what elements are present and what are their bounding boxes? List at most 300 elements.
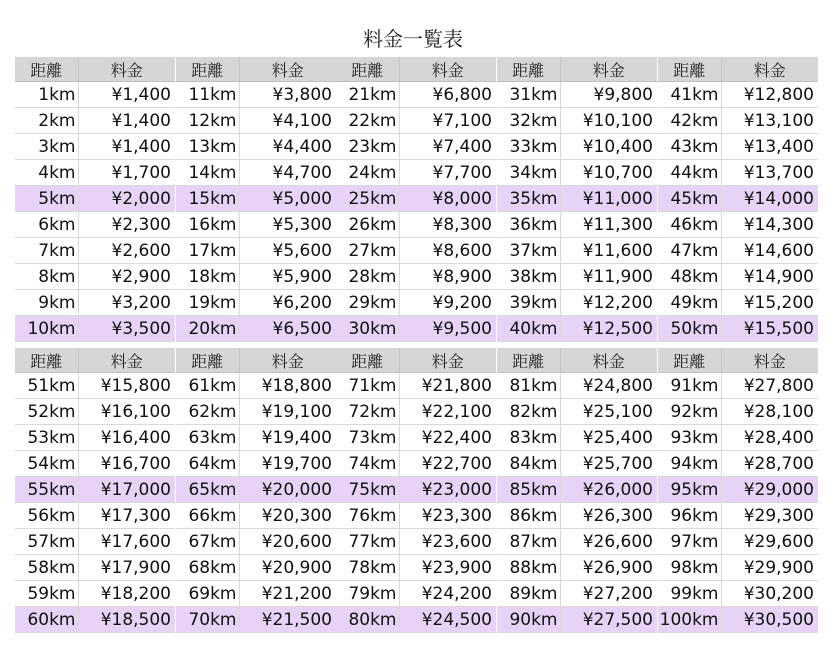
table-row-highlighted [497,477,657,503]
distance-cell: 43km [658,134,721,160]
fare-block [336,57,496,342]
table-row [176,503,336,529]
distance-cell: 98km [658,555,721,581]
fee-cell: ¥27,200 [560,581,657,607]
fee-cell: ¥26,900 [560,555,657,581]
table-row [176,238,336,264]
fee-cell: ¥30,200 [721,581,818,607]
table-row-highlighted [497,607,657,633]
table-row [176,529,336,555]
fee-cell: ¥17,900 [78,555,175,581]
page-title: 料金一覧表 [363,27,463,51]
table-row [497,373,657,399]
header-fee: 料金 [239,57,336,82]
table-row-highlighted [176,477,336,503]
header-distance: 距離 [15,57,78,82]
fee-cell: ¥11,000 [560,186,657,212]
distance-cell: 20km [176,316,239,342]
fee-cell: ¥9,800 [560,82,657,108]
table-row [658,238,818,264]
fee-cell: ¥14,300 [721,212,818,238]
table-row [176,555,336,581]
distance-cell: 44km [658,160,721,186]
distance-cell: 36km [497,212,560,238]
fee-cell: ¥28,400 [721,425,818,451]
fee-cell: ¥5,600 [239,238,336,264]
fee-cell: ¥14,600 [721,238,818,264]
distance-cell: 4km [15,160,78,186]
distance-cell: 62km [176,399,239,425]
distance-cell: 64km [176,451,239,477]
distance-cell: 13km [176,134,239,160]
distance-cell: 26km [336,212,399,238]
fare-block [336,348,496,633]
header-distance: 距離 [658,57,721,82]
fare-block [658,57,818,342]
fee-cell: ¥26,600 [560,529,657,555]
fee-cell: ¥24,500 [399,607,496,633]
table-row [15,264,175,290]
fee-cell: ¥5,000 [239,186,336,212]
distance-cell: 24km [336,160,399,186]
distance-cell: 70km [176,607,239,633]
header-fee: 料金 [78,57,175,82]
table-row [336,290,496,316]
table-row-highlighted [658,186,818,212]
header-fee: 料金 [78,348,175,373]
table-row [497,503,657,529]
table-row-highlighted [658,477,818,503]
fee-cell: ¥14,000 [721,186,818,212]
distance-cell: 32km [497,108,560,134]
distance-cell: 67km [176,529,239,555]
fee-cell: ¥15,200 [721,290,818,316]
fee-cell: ¥13,400 [721,134,818,160]
fee-cell: ¥24,200 [399,581,496,607]
fee-cell: ¥17,300 [78,503,175,529]
fee-cell: ¥24,800 [560,373,657,399]
table-row [336,373,496,399]
fee-cell: ¥29,300 [721,503,818,529]
table-row [176,581,336,607]
fee-cell: ¥23,900 [399,555,496,581]
header-fee: 料金 [721,57,818,82]
table-row [15,373,175,399]
fee-cell: ¥12,200 [560,290,657,316]
table-header [336,57,496,82]
table-header [176,57,336,82]
header-distance: 距離 [336,57,399,82]
distance-cell: 100km [658,607,721,633]
table-row [176,160,336,186]
header-fee: 料金 [399,348,496,373]
fare-block [497,57,657,342]
fee-cell: ¥9,200 [399,290,496,316]
distance-cell: 78km [336,555,399,581]
fee-cell: ¥3,200 [78,290,175,316]
distance-cell: 79km [336,581,399,607]
fee-cell: ¥11,900 [560,264,657,290]
distance-cell: 85km [497,477,560,503]
table-row [336,399,496,425]
table-row [336,160,496,186]
table-row [658,373,818,399]
distance-cell: 30km [336,316,399,342]
fee-cell: ¥22,700 [399,451,496,477]
distance-cell: 57km [15,529,78,555]
distance-cell: 82km [497,399,560,425]
fee-cell: ¥3,800 [239,82,336,108]
distance-cell: 73km [336,425,399,451]
distance-cell: 25km [336,186,399,212]
table-row [658,555,818,581]
distance-cell: 97km [658,529,721,555]
table-row [497,555,657,581]
fee-cell: ¥20,000 [239,477,336,503]
header-distance: 距離 [176,57,239,82]
table-row [15,555,175,581]
distance-cell: 47km [658,238,721,264]
table-header [336,348,496,373]
table-row [176,373,336,399]
distance-cell: 49km [658,290,721,316]
distance-cell: 60km [15,607,78,633]
distance-cell: 17km [176,238,239,264]
table-header [658,348,818,373]
table-row [176,399,336,425]
distance-cell: 10km [15,316,78,342]
table-row [15,82,175,108]
table-row [497,425,657,451]
table-row [497,160,657,186]
fee-cell: ¥10,700 [560,160,657,186]
distance-cell: 1km [15,82,78,108]
header-distance: 距離 [497,348,560,373]
table-row [176,108,336,134]
table-row [15,425,175,451]
table-row [497,290,657,316]
distance-cell: 63km [176,425,239,451]
table-row [336,264,496,290]
fee-cell: ¥6,200 [239,290,336,316]
fee-cell: ¥20,900 [239,555,336,581]
distance-cell: 80km [336,607,399,633]
fee-cell: ¥18,200 [78,581,175,607]
table-row [497,529,657,555]
fee-cell: ¥16,400 [78,425,175,451]
fee-cell: ¥20,300 [239,503,336,529]
distance-cell: 33km [497,134,560,160]
fare-block [176,57,336,342]
distance-cell: 72km [336,399,399,425]
table-row-highlighted [15,186,175,212]
distance-cell: 50km [658,316,721,342]
table-row [658,82,818,108]
fee-cell: ¥15,500 [721,316,818,342]
table-row [497,238,657,264]
fee-cell: ¥25,700 [560,451,657,477]
fee-cell: ¥7,400 [399,134,496,160]
table-row [658,160,818,186]
fee-cell: ¥13,100 [721,108,818,134]
distance-cell: 94km [658,451,721,477]
table-row [176,264,336,290]
distance-cell: 61km [176,373,239,399]
distance-cell: 22km [336,108,399,134]
distance-cell: 68km [176,555,239,581]
distance-cell: 3km [15,134,78,160]
fee-cell: ¥16,100 [78,399,175,425]
distance-cell: 39km [497,290,560,316]
distance-cell: 34km [497,160,560,186]
table-header [176,348,336,373]
table-row [15,160,175,186]
table-row [15,108,175,134]
table-row [176,134,336,160]
fee-cell: ¥11,300 [560,212,657,238]
fee-cell: ¥29,000 [721,477,818,503]
table-row [336,238,496,264]
header-distance: 距離 [176,348,239,373]
distance-cell: 5km [15,186,78,212]
fee-cell: ¥1,700 [78,160,175,186]
fee-cell: ¥8,300 [399,212,496,238]
fee-cell: ¥27,800 [721,373,818,399]
table-row-highlighted [176,316,336,342]
table-row [176,212,336,238]
fee-cell: ¥21,800 [399,373,496,399]
table-row [336,555,496,581]
fee-cell: ¥2,900 [78,264,175,290]
table-row-highlighted [336,316,496,342]
distance-cell: 14km [176,160,239,186]
table-row [176,451,336,477]
distance-cell: 99km [658,581,721,607]
table-row [15,134,175,160]
table-row [658,425,818,451]
table-row [658,264,818,290]
distance-cell: 18km [176,264,239,290]
fee-cell: ¥23,000 [399,477,496,503]
fee-cell: ¥17,600 [78,529,175,555]
distance-cell: 55km [15,477,78,503]
distance-cell: 69km [176,581,239,607]
distance-cell: 54km [15,451,78,477]
fee-cell: ¥1,400 [78,108,175,134]
distance-cell: 52km [15,399,78,425]
fee-cell: ¥7,100 [399,108,496,134]
table-header [497,57,657,82]
fee-cell: ¥8,900 [399,264,496,290]
fee-cell: ¥10,100 [560,108,657,134]
fee-cell: ¥23,300 [399,503,496,529]
header-distance: 距離 [658,348,721,373]
distance-cell: 83km [497,425,560,451]
fee-cell: ¥12,500 [560,316,657,342]
distance-cell: 53km [15,425,78,451]
table-row [176,290,336,316]
distance-cell: 6km [15,212,78,238]
fee-cell: ¥10,400 [560,134,657,160]
distance-cell: 71km [336,373,399,399]
distance-cell: 84km [497,451,560,477]
table-row-highlighted [497,316,657,342]
table-row-highlighted [336,477,496,503]
table-row [15,399,175,425]
distance-cell: 65km [176,477,239,503]
fare-block [15,348,175,633]
fee-cell: ¥13,700 [721,160,818,186]
header-fee: 料金 [560,348,657,373]
distance-cell: 75km [336,477,399,503]
fee-cell: ¥14,900 [721,264,818,290]
fee-cell: ¥6,500 [239,316,336,342]
table-row-highlighted [15,477,175,503]
distance-cell: 31km [497,82,560,108]
table-row [497,108,657,134]
table-row [15,238,175,264]
fee-cell: ¥21,200 [239,581,336,607]
table-row [658,529,818,555]
table-row-highlighted [336,186,496,212]
fee-cell: ¥2,000 [78,186,175,212]
fee-cell: ¥4,400 [239,134,336,160]
table-row [658,399,818,425]
table-row [15,290,175,316]
distance-cell: 76km [336,503,399,529]
distance-cell: 74km [336,451,399,477]
table-row [15,451,175,477]
fee-cell: ¥4,700 [239,160,336,186]
distance-cell: 93km [658,425,721,451]
fare-block [176,348,336,633]
table-row [15,503,175,529]
table-row [497,82,657,108]
fee-cell: ¥27,500 [560,607,657,633]
fee-cell: ¥9,500 [399,316,496,342]
distance-cell: 12km [176,108,239,134]
distance-cell: 90km [497,607,560,633]
fee-cell: ¥28,100 [721,399,818,425]
fee-cell: ¥4,100 [239,108,336,134]
table-row [336,82,496,108]
table-row [15,212,175,238]
fee-cell: ¥8,000 [399,186,496,212]
table-row [336,425,496,451]
fee-cell: ¥6,800 [399,82,496,108]
table-row [497,212,657,238]
table-row [15,529,175,555]
fee-cell: ¥19,100 [239,399,336,425]
fare-block [658,348,818,633]
table-row [336,212,496,238]
distance-cell: 27km [336,238,399,264]
header-distance: 距離 [336,348,399,373]
table-row-highlighted [176,186,336,212]
distance-cell: 16km [176,212,239,238]
distance-cell: 42km [658,108,721,134]
distance-cell: 35km [497,186,560,212]
fare-block [497,348,657,633]
table-row [15,581,175,607]
distance-cell: 66km [176,503,239,529]
distance-cell: 11km [176,82,239,108]
distance-cell: 37km [497,238,560,264]
table-row [497,581,657,607]
fee-cell: ¥22,400 [399,425,496,451]
fee-cell: ¥2,600 [78,238,175,264]
table-header [658,57,818,82]
table-header [497,348,657,373]
distance-cell: 96km [658,503,721,529]
table-row [658,212,818,238]
table-row [176,425,336,451]
table-row [658,503,818,529]
table-row-highlighted [15,316,175,342]
table-row [658,290,818,316]
distance-cell: 89km [497,581,560,607]
fee-cell: ¥26,000 [560,477,657,503]
header-fee: 料金 [399,57,496,82]
fee-cell: ¥1,400 [78,82,175,108]
fee-cell: ¥18,500 [78,607,175,633]
distance-cell: 29km [336,290,399,316]
fee-cell: ¥22,100 [399,399,496,425]
fee-cell: ¥12,800 [721,82,818,108]
table-row [497,399,657,425]
header-distance: 距離 [15,348,78,373]
fee-cell: ¥30,500 [721,607,818,633]
fee-cell: ¥29,600 [721,529,818,555]
fare-block [15,57,175,342]
distance-cell: 7km [15,238,78,264]
distance-cell: 19km [176,290,239,316]
fee-cell: ¥29,900 [721,555,818,581]
fee-cell: ¥3,500 [78,316,175,342]
table-row-highlighted [658,607,818,633]
fee-cell: ¥8,600 [399,238,496,264]
fee-cell: ¥19,700 [239,451,336,477]
table-row-highlighted [658,316,818,342]
fee-cell: ¥19,400 [239,425,336,451]
table-row [336,529,496,555]
fee-cell: ¥5,300 [239,212,336,238]
table-row-highlighted [176,607,336,633]
fee-cell: ¥21,500 [239,607,336,633]
fee-cell: ¥17,000 [78,477,175,503]
table-row [336,503,496,529]
distance-cell: 48km [658,264,721,290]
fee-cell: ¥20,600 [239,529,336,555]
distance-cell: 77km [336,529,399,555]
table-row-highlighted [497,186,657,212]
fee-cell: ¥1,400 [78,134,175,160]
distance-cell: 45km [658,186,721,212]
distance-cell: 9km [15,290,78,316]
table-row [658,134,818,160]
table-row [658,451,818,477]
distance-cell: 92km [658,399,721,425]
table-row [336,134,496,160]
table-row [336,581,496,607]
table-row [336,451,496,477]
table-row [336,108,496,134]
distance-cell: 28km [336,264,399,290]
distance-cell: 58km [15,555,78,581]
distance-cell: 88km [497,555,560,581]
distance-cell: 46km [658,212,721,238]
fee-cell: ¥26,300 [560,503,657,529]
